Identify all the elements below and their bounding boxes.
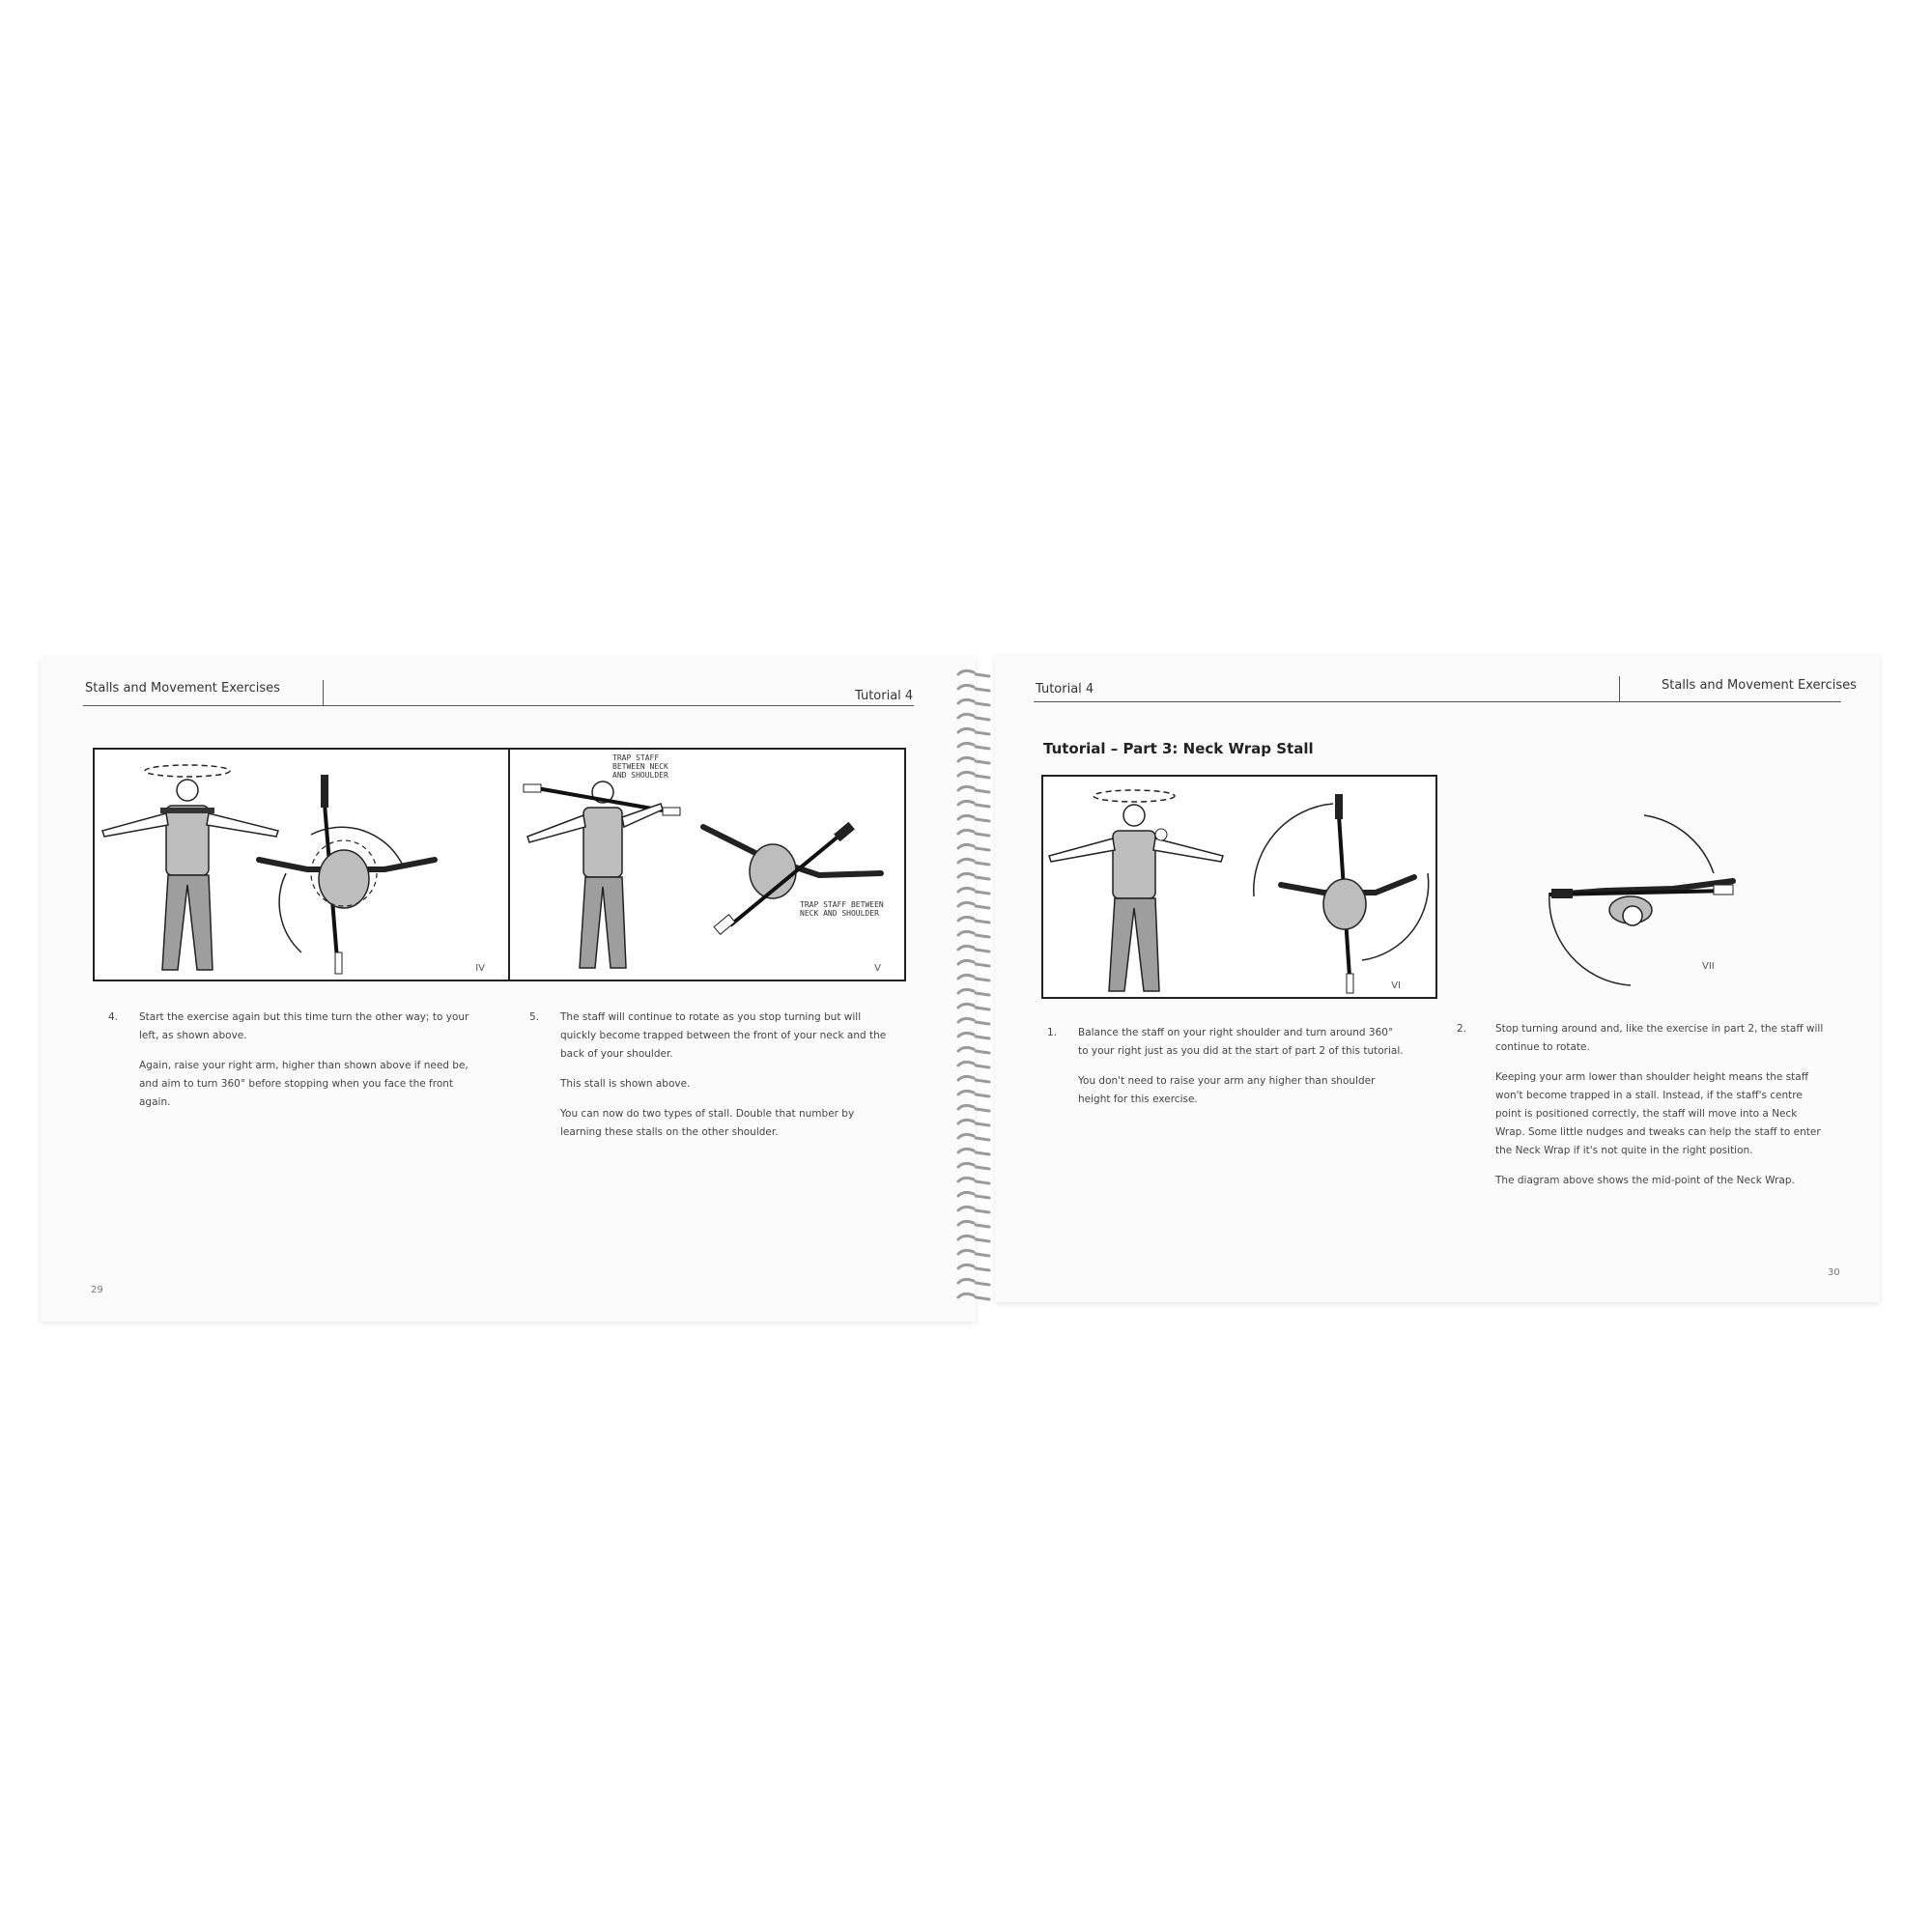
binding-coil: [958, 844, 989, 850]
panel-label-v: V: [874, 963, 881, 974]
item-paragraph: Stop turning around and, like the exercise in part 2, the staff will continue to rotate.: [1495, 1023, 1824, 1053]
binding-coil: [958, 1120, 989, 1125]
binding-coil: [958, 1134, 989, 1140]
binding-coil: [958, 1221, 989, 1227]
figure-neck-wrap-start: [1043, 777, 1439, 1001]
item-number: 4.: [108, 1011, 119, 1023]
caption-trap-staff-bottom: TRAP STAFF BETWEEN NECK AND SHOULDER: [800, 900, 884, 918]
item-paragraph: You can now do two types of stall. Double that number by learning these stalls on the other shoulder.: [560, 1108, 855, 1138]
illustration-panel-vi: [1041, 775, 1437, 999]
illustration-panel-vii: [1459, 775, 1826, 999]
binding-coil: [958, 728, 989, 734]
panel-label-vii: VII: [1702, 961, 1715, 972]
binding-coil: [958, 917, 989, 923]
item-number: 5.: [529, 1011, 540, 1023]
binding-coil: [958, 1091, 989, 1096]
item-paragraph: Start the exercise again but this time turn the other way; to your left, as shown above.: [139, 1011, 469, 1041]
item-number: 1.: [1047, 1027, 1058, 1038]
binding-coil: [958, 757, 989, 763]
right-header-tutorial: Tutorial 4: [1036, 682, 1094, 696]
left-header-tutorial: Tutorial 4: [855, 689, 914, 703]
item-paragraph: Keeping your arm lower than shoulder height means the staff won't become trapped in a stall. Instead, if the staff's centre point is positioned correctly, the staff will move into a Neck Wrap. Some little nudges and tweaks can help the staff to enter the Neck Wrap if it's not quite in the right position.: [1495, 1071, 1821, 1156]
item-paragraph: The diagram above shows the mid-point of the Neck Wrap.: [1495, 1175, 1795, 1186]
binding-coil: [958, 1279, 989, 1285]
binding-coil: [958, 1047, 989, 1053]
figure-trapped-stall: [510, 750, 908, 983]
page-number-right: 30: [1828, 1267, 1840, 1278]
binding-coil: [958, 1018, 989, 1024]
binding-coil: [958, 1264, 989, 1270]
binding-coil: [958, 1192, 989, 1198]
illustration-panel-iv: [93, 748, 510, 981]
section-title: Tutorial – Part 3: Neck Wrap Stall: [1043, 740, 1314, 757]
binding-coil: [958, 714, 989, 720]
item-paragraph: Again, raise your right arm, higher than shown above if need be, and aim to turn 360° before stopping when you face the front again.: [139, 1060, 469, 1108]
binding-coil: [958, 1236, 989, 1241]
caption-trap-staff-top: TRAP STAFF BETWEEN NECK AND SHOULDER: [612, 753, 668, 780]
right-header-divider: [1619, 676, 1620, 701]
item-paragraph: This stall is shown above.: [560, 1078, 691, 1090]
binding-coil: [958, 685, 989, 691]
binding-coil: [958, 1033, 989, 1038]
binding-coil: [958, 786, 989, 792]
binding-coil: [958, 830, 989, 836]
binding-coil: [958, 1178, 989, 1183]
item-paragraph: The staff will continue to rotate as you stop turning but will quickly become trapped between the front of your neck and the back of your shoulder.: [560, 1011, 887, 1060]
binding-coil: [958, 1004, 989, 1009]
figure-neck-wrap-midpoint: [1461, 777, 1828, 1001]
binding-coil: [958, 873, 989, 879]
binding-coil: [958, 989, 989, 995]
left-header-rule: [83, 705, 914, 706]
left-header-divider: [323, 680, 324, 705]
spiral-binding: [951, 667, 999, 1314]
binding-coil: [958, 1149, 989, 1154]
binding-coil: [958, 1076, 989, 1082]
binding-coil: [958, 699, 989, 705]
left-header-title: Stalls and Movement Exercises: [85, 681, 280, 696]
right-header-rule: [1034, 701, 1841, 702]
binding-coil: [958, 931, 989, 937]
item-paragraph: You don't need to raise your arm any higher than shoulder height for this exercise.: [1078, 1075, 1376, 1105]
panel-label-iv: IV: [475, 963, 485, 974]
page-number-left: 29: [91, 1285, 103, 1295]
binding-coil: [958, 946, 989, 952]
binding-coil: [958, 801, 989, 807]
item-number: 2.: [1457, 1023, 1467, 1035]
right-header-title: Stalls and Movement Exercises: [1662, 678, 1857, 693]
binding-coil: [958, 902, 989, 908]
panel-label-vi: VI: [1391, 980, 1401, 991]
binding-coil: [958, 772, 989, 778]
illustration-panel-v: [508, 748, 906, 981]
item-paragraph: Balance the staff on your right shoulder and turn around 360° to your right just as you did at the start of part 2 of this tutorial.: [1078, 1027, 1404, 1057]
binding-coil: [958, 815, 989, 821]
figure-standing-and-overhead: [95, 750, 512, 983]
binding-coil: [958, 1207, 989, 1212]
binding-coil: [958, 960, 989, 966]
binding-coil: [958, 975, 989, 980]
binding-coil: [958, 1105, 989, 1111]
binding-coil: [958, 670, 989, 676]
binding-coil: [958, 888, 989, 894]
binding-coil: [958, 743, 989, 749]
binding-coil: [958, 1250, 989, 1256]
binding-coil: [958, 859, 989, 865]
binding-coil: [958, 1062, 989, 1067]
binding-coil: [958, 1293, 989, 1299]
binding-coil: [958, 1163, 989, 1169]
